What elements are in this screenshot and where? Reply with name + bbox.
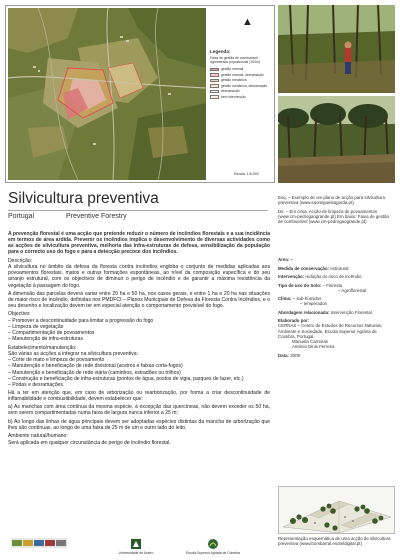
university-aveiro-label: Universidade de Aveiro [118,551,154,555]
land-use-field [278,283,395,293]
establishment-intro: São várias as acções a integrar na silvicultura preventiva: [8,351,138,358]
logo-esac [178,538,248,555]
photo-fuel-management-strip [278,96,395,183]
intervention-value: redução do risco de incêndio [305,274,362,280]
north-arrow-icon: ▲ [242,16,253,28]
description-paragraph: A dimensão das parcelas deverá variar entre 20 ha e 50 ha, nos casos gerais, e entre 1 ha e 20 ha nas situações de maior risco de incêndio, definidas nos PMDFCI – Planos Municipais de Defesa da Floresta Contra Incêndios, e o seu desenho e localização devem ter em especial atenção o comportamento previsível do fogo. [8,290,270,309]
date-value: 2009 [290,352,300,358]
legend-item-label: desramação [221,89,240,94]
establishment-item: – Construção e beneficiação de infra-estruturas (pontos de água, postos de vigia, parques de lazer, etc.) [8,375,244,382]
author-name: António Dinis Ferreira [292,344,335,350]
legend-swatch [210,90,219,94]
related-approach-label: Abordagem relacionada: [278,309,330,315]
legend-subtitle [210,56,274,64]
caption-right: Dir. – Em cima: Acção de limpeza de povoamentos (www.cm-pedrogaogrande.pt) Em baixo: Faixa de gestão de combustível (www.cm-pedrogaogrande.pt) [278,208,390,224]
legend-subtitle-line2: Aglomerado populacional (100m) [210,60,260,65]
habitat-text: Será aplicada em qualquer circunstância de perigo de incêndio florestal. [8,439,171,446]
authors-field [278,318,395,349]
habitat-heading: Ambiente natural/humano: [8,433,68,440]
legend-item-label: gestão mecânica [221,78,247,83]
description-heading: Descrição: [8,257,33,264]
land-use-value: – Floresta [322,282,343,288]
legend-item-label: gestão manual, desramação [221,72,264,77]
schematic-illustration [278,486,395,534]
country-label: Portugal [8,213,35,220]
establishment-list [8,357,270,387]
lead-paragraph: A prevenção florestal é uma acção que pretende reduzir o número de incêndios florestais e a sua incidência em termos de área ardida. Prevenir os incêndios implica o desenvolvimento de diversas actividades como as acções de silvicultura preventiva, melhoria das infra-estruturas de defesa, sensibilização da população para o correcto uso do fogo e para a detecção precoce dos incêndios. [8,231,270,256]
title-divider [8,210,268,211]
legend-item [210,89,274,93]
map-legend [210,50,274,100]
logo-partner [10,538,68,549]
author-name: Manuela Carreiras [292,338,329,344]
sidebar-info [278,195,395,361]
legend-title: Legenda: [210,49,231,54]
authors-organization: CERNAS – Centro de Estudos de Recursos Naturais, Ambiente e Sociedade, Escola Superior Agrária de Coimbra, Portugal [278,323,383,339]
conservation-value: estrutural [330,265,349,271]
main-text [8,231,270,448]
english-title: Preventive Forestry [66,213,127,220]
objective-heading: Objectivo: [8,311,31,318]
caption-left: Esq. – Exemplo de um plano de acção para silvicultura preventiva (www.saomiguelsagorda.pt) [278,195,385,206]
objective-item: – Compartimentação de povoamentos [8,330,95,337]
conservation-field [278,266,395,271]
establishment-paragraph: Há a ter em atenção que, em caso de arborização ou rearborização, por forma a criar descontinuidade de inflamabilidade e combustibilidade, devem estabelecer que: [8,389,270,403]
land-use-value: – Agroflorestal [338,287,367,293]
map-figure [5,5,275,183]
related-approach-value: Intervenção Florestal [330,309,372,315]
legend-swatch [210,68,219,72]
esac-logo-icon [206,538,220,550]
legend-item [210,78,274,82]
establishment-item: – Manutenção e beneficiação de rede divisional (aceiros e faixas corta-fogos) [8,363,183,370]
establishment-paragraph: b) Ao longo das linhas de água principais devem ser adoptadas espécies distintas da mancha de arborização que lhes são contínuas, ao longo de uma faixa de 25 m de um e outro lado do leito. [8,418,270,431]
establishment-item: – Corte de mato e limpeza de povoamento [8,357,105,364]
establishment-paragraph: a) As manchas com área contínua da mesma espécie, à excepção das quercíneas, não devem exceder os 50 ha, sem serem compartimentadas numa faixa de largura nunca inferior a 25 m; [8,404,270,417]
sidebar-spacer [278,227,395,257]
aerial-map-image [8,8,206,180]
university-aveiro-icon [130,538,142,550]
objective-item: – Promover a descontinuidade para limitar a progressão do fogo [8,317,154,324]
legend-item [210,73,274,77]
legend-item-label: gestão manual [221,67,244,72]
objective-list [8,318,270,342]
footer-logos [8,536,270,558]
establishment-item: – Manutenção e beneficiação de rede viária (caminhos, estradões ou trilhos) [8,369,181,376]
description-paragraph: A silvicultura no âmbito da defesa da floresta contra incêndios engloba o conjunto de medidas aplicadas aos povoamentos florestais, matos e outras formações espontâneas, ao nível da composição específica e do seu arranjo estrutural, com os objectivos de diminuir o perigo de incêndio e de garantir a máxima resistência da vegetação à passagem do fogo. [8,264,270,289]
map-scale: Escala: 1:6.000 [234,172,259,176]
legend-item [210,67,274,71]
legend-swatch [210,84,219,88]
legend-swatch [210,73,219,77]
legend-item-label: sem intervenção [221,94,246,99]
partner-logo-icon [11,538,67,548]
land-use-label: Tipo de uso do Solo: [278,282,322,288]
area-field: Área: – [278,257,293,263]
climate-value: – temperados [300,301,327,307]
climate-label: Clima: [278,296,292,302]
establishment-heading: Estabelecimento/manutenção: [8,344,77,351]
establishment-item: – Podas e desramações. [8,381,65,388]
esac-logo-label: Escola Superior Agrária de Coimbra [185,551,241,555]
legend-subtitle-line1: Faixa de gestão de combustível [210,56,258,61]
legend-item-label: gestão mecânica, desramação [221,83,268,88]
illustration-caption: Representação esquemática de uma acção de silvicultura preventiva (www.bombarral.esoteldigital.pt) [278,536,391,547]
conservation-label: Medida de conservação: [278,265,329,271]
climate-value: – sub-húmidos [292,296,322,302]
photo-forest-cleaning [278,5,395,93]
legend-item [210,84,274,88]
legend-swatch [210,79,219,83]
intervention-label: Intervenção: [278,274,305,280]
date-field [278,353,395,358]
objective-item: – Manutenção de infra-estruturas [8,336,84,343]
legend-item [210,95,274,99]
objective-item: – Limpeza de vegetação [8,324,64,331]
logo-university-aveiro [116,538,156,555]
page-title: Silvicultura preventiva [8,190,159,207]
authors-label: Elaborado por: [278,318,310,324]
climate-field [278,296,395,306]
top-figures [0,0,400,186]
legend-swatch [210,95,219,99]
intervention-field [278,274,395,279]
date-label: Data: [278,352,289,358]
related-approach-field [278,310,395,315]
